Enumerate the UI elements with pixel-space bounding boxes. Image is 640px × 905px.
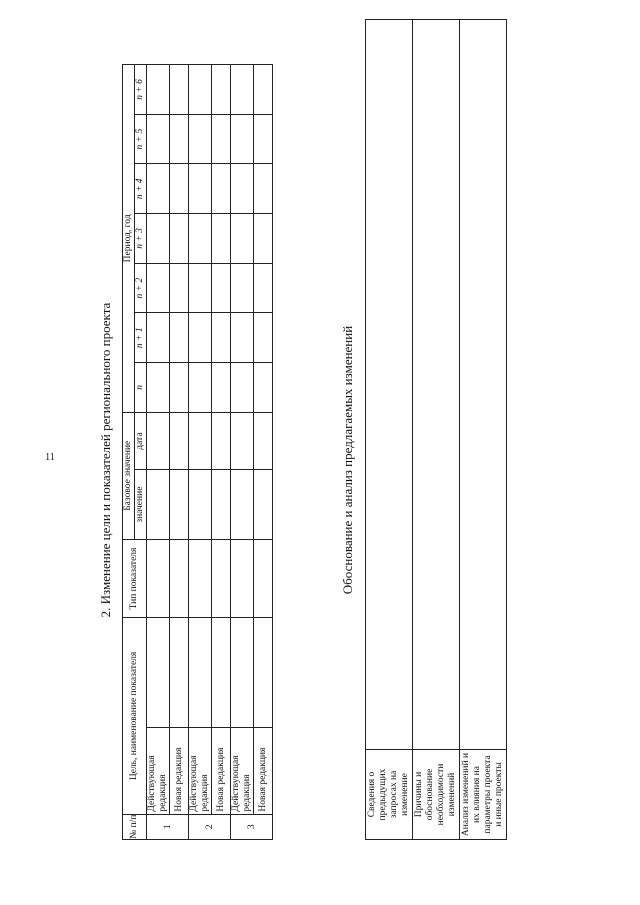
table-cell: [231, 470, 254, 539]
row-new-edition: Новая редакция: [212, 727, 231, 814]
table-cell: [231, 313, 254, 363]
table-cell: [170, 214, 189, 264]
indicators-table: [122, 64, 273, 840]
table-cell: [254, 539, 273, 618]
table-cell: [147, 539, 170, 618]
justification-value: [460, 20, 507, 750]
table-cell: [212, 214, 231, 264]
table-cell: [189, 214, 212, 264]
table-cell: [147, 618, 170, 728]
row-number: 1: [147, 814, 189, 839]
table-row: [212, 65, 231, 840]
justification-table: [365, 19, 507, 840]
row-new-edition: Новая редакция: [170, 727, 189, 814]
table-row: [231, 65, 254, 840]
header-goal: Цель, наименование показателя: [123, 618, 147, 814]
table-row: [170, 65, 189, 840]
row-current-edition: Действующая редакция: [189, 727, 212, 814]
table-cell: [189, 114, 212, 164]
table-cell: [189, 313, 212, 363]
table-cell: [170, 412, 189, 470]
header-period: Период, год: [123, 65, 135, 413]
header-period-n1: n + 1: [135, 313, 147, 363]
table-cell: [147, 263, 170, 313]
row-number: 2: [189, 814, 231, 839]
table-cell: [212, 313, 231, 363]
header-period-n: n: [135, 363, 147, 413]
section-title: 2. Изменение цели и показателей регионального проекта: [98, 302, 113, 618]
table-cell: [189, 470, 212, 539]
table-cell: [212, 539, 231, 618]
table-cell: [231, 412, 254, 470]
table-cell: [147, 114, 170, 164]
justification-row: [413, 20, 460, 840]
justification-label: Анализ изменений и их влияния на параметры проекта и иные проекты: [460, 750, 507, 840]
table-cell: [231, 363, 254, 413]
table-cell: [189, 263, 212, 313]
table-cell: [147, 470, 170, 539]
table-cell: [147, 164, 170, 214]
table-cell: [147, 363, 170, 413]
row-number: 3: [231, 814, 273, 839]
table-cell: [254, 363, 273, 413]
table-cell: [254, 65, 273, 115]
table-cell: [231, 164, 254, 214]
table-cell: [212, 65, 231, 115]
table-row: [189, 65, 212, 840]
header-base-value: значение: [135, 470, 147, 539]
table-cell: [231, 65, 254, 115]
justification-value: [413, 20, 460, 750]
header-base-date: дата: [135, 412, 147, 470]
table-cell: [212, 263, 231, 313]
table-cell: [189, 363, 212, 413]
table-cell: [212, 618, 231, 728]
justification-label: Сведения о предыдущих запросах на изменение: [366, 750, 413, 840]
table-cell: [212, 470, 231, 539]
header-base: Базовое значение: [123, 412, 135, 539]
table-cell: [170, 263, 189, 313]
table-cell: [254, 114, 273, 164]
table-cell: [254, 618, 273, 728]
table-cell: [231, 114, 254, 164]
header-period-n6: n + 6: [135, 65, 147, 115]
table-cell: [212, 164, 231, 214]
table-cell: [147, 214, 170, 264]
page-number: 11: [45, 452, 55, 463]
table-cell: [231, 263, 254, 313]
table-cell: [170, 65, 189, 115]
table-cell: [170, 164, 189, 214]
table-cell: [170, 470, 189, 539]
table-cell: [254, 470, 273, 539]
header-period-n4: n + 4: [135, 164, 147, 214]
header-period-n2: n + 2: [135, 263, 147, 313]
table-cell: [189, 164, 212, 214]
table-cell: [189, 539, 212, 618]
table-cell: [189, 412, 212, 470]
table-cell: [147, 313, 170, 363]
header-type: Тип показателя: [123, 539, 147, 618]
table-cell: [189, 618, 212, 728]
row-current-edition: Действующая редакция: [147, 727, 170, 814]
table-cell: [212, 412, 231, 470]
table-cell: [254, 313, 273, 363]
justification-title: Обоснование и анализ предлагаемых изменений: [340, 325, 355, 595]
table-cell: [170, 313, 189, 363]
table-cell: [170, 539, 189, 618]
table-cell: [231, 214, 254, 264]
table-cell: [170, 363, 189, 413]
table-cell: [254, 412, 273, 470]
justification-row: [366, 20, 413, 840]
justification-label: Причины и обоснование необходимости изменений: [413, 750, 460, 840]
table-cell: [254, 164, 273, 214]
table-cell: [147, 412, 170, 470]
table-cell: [189, 65, 212, 115]
header-period-n3: n + 3: [135, 214, 147, 264]
table-cell: [170, 618, 189, 728]
table-cell: [254, 214, 273, 264]
row-current-edition: Действующая редакция: [231, 727, 254, 814]
table-cell: [170, 114, 189, 164]
table-row: [254, 65, 273, 840]
table-cell: [212, 114, 231, 164]
table-row: [147, 65, 170, 840]
header-num: № п/п: [123, 814, 147, 839]
justification-value: [366, 20, 413, 750]
table-cell: [212, 363, 231, 413]
justification-row: [460, 20, 507, 840]
table-cell: [147, 65, 170, 115]
header-period-n5: n + 5: [135, 114, 147, 164]
row-new-edition: Новая редакция: [254, 727, 273, 814]
table-cell: [231, 539, 254, 618]
table-cell: [254, 263, 273, 313]
table-cell: [231, 618, 254, 728]
rotated-content: [80, 50, 504, 870]
